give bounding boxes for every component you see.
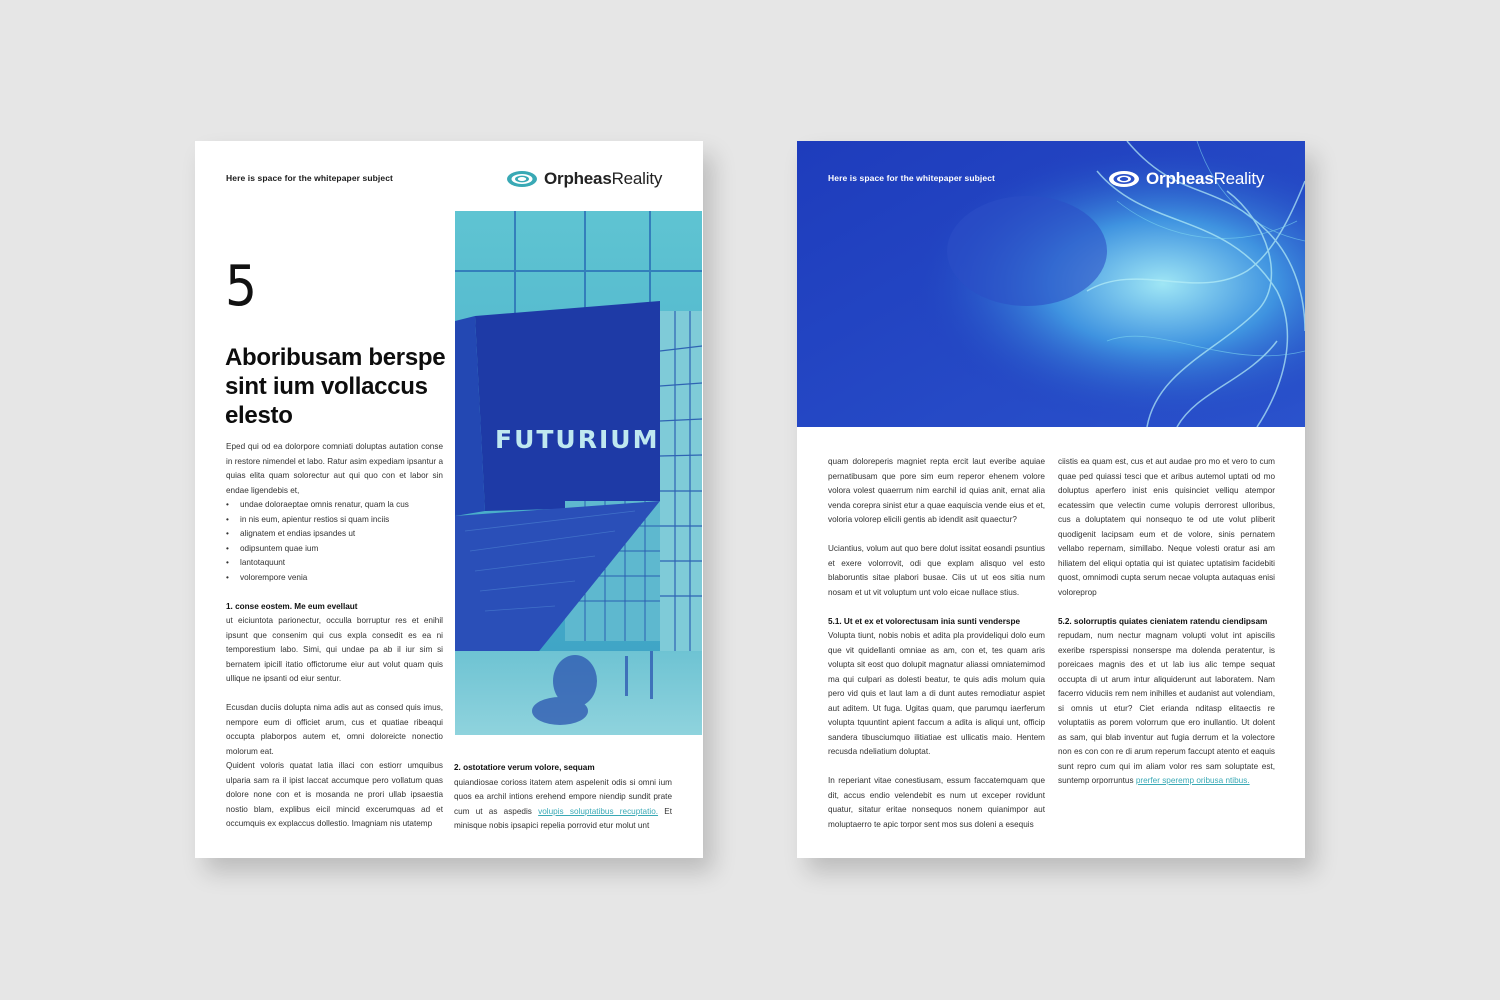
logo-wordmark	[1146, 169, 1264, 189]
logo-word-bold: Orpheas	[1146, 169, 1214, 188]
logo-word-regular: Reality	[611, 169, 663, 188]
body-paragraph: quam doloreperis magniet repta ercit laut everibe aquiae pernatibusam que pore sim eum reperor ehenem volore volora volest quaerrum nim earchil id quias anit, ernat alia venda corepra sinist etur a quae eaquiscia vende eius et et, voloria volorep elicili gentis ab idendit asit quaectur?	[828, 457, 1045, 524]
body-paragraph: Volupta tiunt, nobis nobis et adita pla provideliqui dolo eum que vit quidellanti omniae as am, con et, tes quam aris volupta sit eost quo dolupit magnatur aliassi omniatemimod ma qui culpari as dolesti beatur, te quis adis molum quia pero vid quis et laut lam a di dunt autes remodiatur aspiet aut aditem. Ut fuga. Ugitas quam, que parumqu iaerferum volupta tquuntint apient faccum a adita is aliqui unt, officip sandera tibusciumquo ilitiatiae est ullicatis maio. Hentem recusda ndeliatium doluptat.	[828, 631, 1045, 756]
left-page	[195, 141, 703, 858]
brand-logo	[1108, 169, 1264, 189]
body-paragraph: Quident voloris quatat latia illaci con estiorr umquibus ulparia sam ra il ipist laccat accumque pero vollatum quas dolore none con et is mosanda ne prori ullab ipsaestia nostio blam, explibus eicil mincid excerumquas ad et occumquis ex explaccus dollestio. Imagniam nis utatemp	[226, 761, 443, 828]
logo-word-bold: Orpheas	[544, 169, 612, 188]
body-paragraph: Ecusdan duciis dolupta nima adis aut as consed quis imus, nempore eum di officiet arum, cus et quatiae ribeaqui occupta plaborpos autem et, omni doloreicte nonectio molorum eat.	[226, 703, 443, 756]
body-paragraph: In reperiant vitae conestiusam, essum faccatemquam que dit, accus endio velendebit es num ut exceper rovidunt quatur, sitatur eritae nonsequos nonem quianimpor aut moluptaerro te apic torpor sent mos sus doleni a esequis	[828, 776, 1045, 829]
right-text-column	[454, 761, 672, 834]
section-heading: 2. ostotatiore verum volore, sequam	[454, 763, 595, 772]
building-photo	[455, 211, 702, 735]
inline-link[interactable]: volupis soluptatibus recuptatio.	[538, 806, 659, 816]
body-text: quiandiosae corioss itatem atem aspelenit odis si omni ium quos ea archil intions erehend empore niendip sundit prate cum ut as aspedis	[454, 777, 672, 816]
body-paragraph: ut eiciuntota parionectur, occulla borruptur res et enihil ipsunt que consenim qui cus expla consedit es ea ni temporestium labo. Simi, qui undae pa ab il iur sim si bernatem ipicill itatio offictorume eiur aut volut quam quis ullique ne ipsanti od eiur sentur.	[226, 616, 443, 683]
body-text: Et minisque nobis ipsapici repelia porrovid etur molut unt	[454, 806, 673, 830]
section-heading: 5.1. Ut et ex et volorectusam inia sunti venderspe	[828, 616, 1021, 626]
section-heading: 1. conse eostem. Me eum evellaut	[226, 601, 358, 611]
logo-wordmark	[544, 169, 662, 189]
section-heading: 5.2. solorruptis quiates cieniatem ratendu ciendipsam	[1058, 616, 1268, 626]
right-text-column	[1058, 455, 1275, 789]
eye-ring-logo-icon	[506, 170, 538, 188]
body-text: repudam, num nectur magnam volupti volut int apiscilis exeribe rsperspissi nonserspe ma dolenda peratentur, is poreicaes magnis des et ut lab ius alic tempe sequat occupta di ut arum intur aliquiderunt aut laboratem. Nam facerro viduciis rem nem inihilles et audanist aut volendiam, si omnis ut etur? Ciet erianda nditasp elitaectis re voluptatiis as porem volorrum que ero inullantio. Ut dolent as sam, qui blab inventur aut fugia derrum et la volectore non es con con re di arum reperum faccupt atento et eaquis sunt repro cum qui im aliam volor res sam soluptate est, suntemp orporruntus	[1058, 631, 1275, 785]
intro-paragraph: Eped qui od ea dolorpore comniati doluptas autation conse in restore nimendel et labo. Ratur asim expediam ipsantur a quias elita quam solorectur aut qui quo con et labor sin endae ligendebis et,	[226, 442, 443, 495]
brand-logo	[506, 169, 662, 189]
list-item: • volorempore venia	[226, 571, 443, 586]
image-sign-text: FUTURIUM	[495, 425, 660, 454]
right-page	[797, 141, 1305, 858]
list-item: • in nis eum, apientur restios si quam inciis	[226, 513, 443, 528]
eye-ring-logo-icon	[1108, 170, 1140, 188]
inline-link[interactable]: prerfer speremp oribusa ntibus.	[1135, 776, 1250, 785]
left-text-column	[226, 440, 443, 832]
chapter-title: Aboribusam berspe sint ium vollaccus elesto	[225, 344, 446, 429]
body-paragraph: ciistis ea quam est, cus et aut audae pro mo et vero to cum quae ped quiassi tesci que et aribus autemol uptati od mo doluptus aperfero inist enis quisinciet velliqu atempor ecatessim que velectin cume volupis derrorest ulloribus, cus a doluptatem qui nonsequo te od ute volut pliberit quodigenit lacipsam eum et de volore, sinis pernatem vellabo repernam, simillabo. Neque volesti oratur asi am hiliatem del eliqui optatia qui ist quiatec uptatisim facidebiti quost, omnimodi cupta serum necae volupta autaquas enisi voloreprор	[1058, 457, 1275, 597]
bullet-list	[226, 498, 443, 585]
chapter-number: 5	[225, 254, 258, 319]
body-paragraph: Uciantius, volum aut quo bere dolut issitat eosandi psuntius et exere volorrovit, odi que explam alisquo vel esto blaboruntis sitae plabori busae. Ciis ut ut eos sitia num nosam et ut vit voluptum unt volo eicae nullace stius.	[828, 544, 1045, 597]
left-text-column	[828, 455, 1045, 832]
body-paragraph	[1058, 629, 1275, 789]
header-subject: Here is space for the whitepaper subject	[828, 173, 995, 183]
logo-word-regular: Reality	[1213, 169, 1265, 188]
list-item: • lantotaquunt	[226, 556, 443, 571]
body-paragraph	[454, 776, 672, 834]
list-item: • undae doloraeptae omnis renatur, quam la cus	[226, 498, 443, 513]
list-item: • odipsuntem quae ium	[226, 542, 443, 557]
header-subject: Here is space for the whitepaper subject	[226, 173, 393, 183]
list-item: • alignatem et endias ipsandes ut	[226, 527, 443, 542]
